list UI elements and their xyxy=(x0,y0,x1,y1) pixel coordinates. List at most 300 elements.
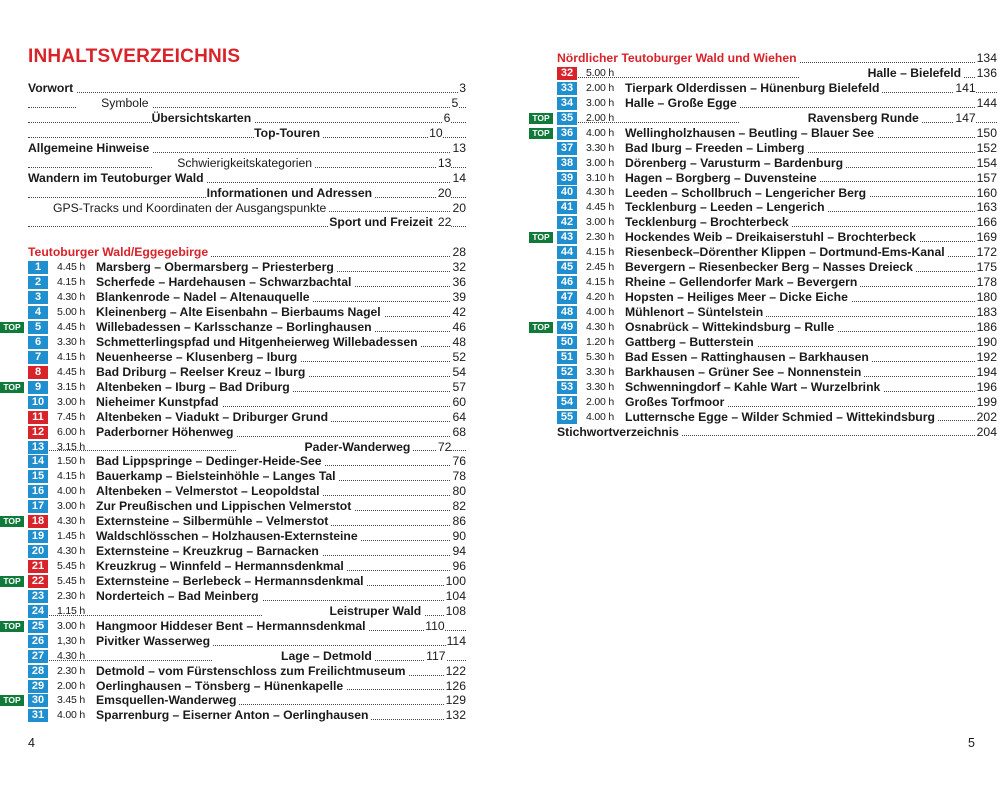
tour-number-badge: 54 xyxy=(557,396,577,409)
tour-number-badge: 42 xyxy=(557,216,577,229)
tour-page: 114 xyxy=(446,633,466,648)
tour-duration: 4.00 h xyxy=(586,305,614,318)
tour-duration: 3.00 h xyxy=(57,500,85,513)
tour-entry[interactable] xyxy=(557,410,997,425)
tour-page: 190 xyxy=(976,335,997,350)
tour-page: 175 xyxy=(976,260,997,275)
tour-entry[interactable] xyxy=(3,574,466,589)
tour-entry[interactable] xyxy=(3,320,466,335)
tour-title: Gattberg – Butterstein xyxy=(557,335,757,350)
tour-title: Bevergern – Riesenbecker Berg – Nasses Dreieck xyxy=(557,260,916,275)
tour-title: Willebadessen – Karlsschanze – Borlinghausen xyxy=(28,320,375,335)
tour-number-badge: 10 xyxy=(28,396,48,409)
tour-number-badge: 22 xyxy=(28,575,48,588)
tour-entry[interactable] xyxy=(28,260,466,275)
tour-duration: 4.45 h xyxy=(586,201,614,214)
tour-duration: 3.00 h xyxy=(586,216,614,229)
tour-title: Pader-Wanderweg xyxy=(236,440,413,455)
tour-entry[interactable] xyxy=(557,141,997,156)
tour-duration: 4.30 h xyxy=(586,320,614,333)
tour-title: Tierpark Olderdissen – Hünenburg Bielefeld xyxy=(557,81,882,96)
tour-page: 199 xyxy=(976,394,997,409)
toc-entry[interactable] xyxy=(28,81,466,96)
tour-entry[interactable] xyxy=(28,559,466,574)
tour-page: 100 xyxy=(445,574,466,589)
tour-duration: 3.00 h xyxy=(57,619,85,632)
tour-number-badge: 3 xyxy=(28,291,48,304)
tour-title: Externsteine – Kreuzkrug – Barnacken xyxy=(28,544,322,559)
tour-page: 132 xyxy=(445,708,466,723)
tour-entry[interactable] xyxy=(557,96,997,111)
tour-number-badge: 20 xyxy=(28,545,48,558)
tour-page: 169 xyxy=(976,230,997,245)
tour-title: Pivitker Wasserweg xyxy=(28,634,213,649)
page-title: INHALTSVERZEICHNIS xyxy=(28,46,241,67)
tour-entry[interactable] xyxy=(28,529,466,544)
tour-duration: 3.30 h xyxy=(586,365,614,378)
tour-page: 172 xyxy=(976,245,997,260)
entry-label: Übersichtskarten xyxy=(152,111,255,126)
entry-page: 10 xyxy=(429,125,443,140)
tour-title: Bad Iburg – Freeden – Limberg xyxy=(557,141,807,156)
tour-page: 180 xyxy=(976,290,997,305)
entry-label: Informationen und Adressen xyxy=(207,186,375,201)
tour-duration: 6.00 h xyxy=(57,425,85,438)
tour-entry[interactable] xyxy=(28,290,466,305)
tour-page: 48 xyxy=(452,335,466,350)
tour-title: Bauerkamp – Bielsteinhöhle – Langes Tal xyxy=(28,469,339,484)
top-tour-badge: TOP xyxy=(0,621,24,632)
tour-page: 154 xyxy=(976,155,997,170)
entry-label: Teutoburger Wald/Eggegebirge xyxy=(28,245,211,260)
tour-number-badge: 28 xyxy=(28,665,48,678)
tour-entry[interactable] xyxy=(557,290,997,305)
tour-number-badge: 53 xyxy=(557,381,577,394)
tour-duration: 5.00 h xyxy=(586,66,614,79)
tour-number-badge: 23 xyxy=(28,590,48,603)
tour-number-badge: 21 xyxy=(28,560,48,573)
tour-entry[interactable] xyxy=(28,544,466,559)
tour-duration: 3.00 h xyxy=(586,156,614,169)
tour-entry[interactable] xyxy=(28,604,466,619)
tour-title: Ravensberg Runde xyxy=(740,111,922,126)
tour-entry[interactable] xyxy=(28,679,466,694)
tour-page: 141 xyxy=(955,80,976,95)
tour-title: Scherfede – Hardehausen – Schwarzbachtal xyxy=(28,275,354,290)
tour-title: Emsquellen-Wanderweg xyxy=(28,693,239,708)
tour-duration: 4.15 h xyxy=(586,276,614,289)
tour-entry[interactable] xyxy=(28,335,466,350)
tour-duration: 4.15 h xyxy=(57,276,85,289)
top-tour-badge: TOP xyxy=(0,576,24,587)
tour-page: 136 xyxy=(976,65,997,80)
tour-duration: 2.30 h xyxy=(586,231,614,244)
toc-entry[interactable] xyxy=(28,126,466,141)
tour-entry[interactable] xyxy=(3,379,466,395)
entry-label: Wandern im Teutoburger Wald xyxy=(28,171,207,186)
tour-page: 78 xyxy=(452,469,466,484)
entry-label: Stichwortverzeichnis xyxy=(557,425,682,440)
tour-page: 68 xyxy=(452,424,466,439)
tour-number-badge: 32 xyxy=(557,67,577,80)
tour-duration: 3.30 h xyxy=(586,380,614,393)
tour-entry[interactable] xyxy=(557,156,997,171)
tour-entry[interactable] xyxy=(28,275,466,290)
tour-entry[interactable] xyxy=(28,425,466,440)
tour-number-badge: 9 xyxy=(28,381,48,394)
tour-page: 166 xyxy=(976,215,997,230)
tour-number-badge: 33 xyxy=(557,82,577,95)
tour-number-badge: 46 xyxy=(557,276,577,289)
tour-entry[interactable] xyxy=(3,514,466,529)
tour-entry[interactable] xyxy=(28,454,466,469)
tour-number-badge: 16 xyxy=(28,485,48,498)
tour-title: Hockendes Weib – Dreikaiserstuhl – Brochterbeck xyxy=(557,230,919,245)
tour-number-badge: 50 xyxy=(557,336,577,349)
tour-entry[interactable] xyxy=(28,350,466,365)
tour-duration: 4.15 h xyxy=(57,470,85,483)
entry-page: 134 xyxy=(976,51,997,65)
tour-page: 54 xyxy=(452,364,466,379)
tour-page: 36 xyxy=(452,275,466,290)
tour-duration: 1,30 h xyxy=(57,634,85,647)
toc-subentry[interactable] xyxy=(28,156,466,171)
entry-label: Vorwort xyxy=(28,81,76,96)
tour-duration: 2.30 h xyxy=(57,664,85,677)
tour-page: 117 xyxy=(426,648,446,663)
tour-duration: 3.00 h xyxy=(586,96,614,109)
tour-number-badge: 26 xyxy=(28,635,48,648)
tour-duration: 5.45 h xyxy=(57,560,85,572)
tour-page: 32 xyxy=(452,260,466,275)
tour-entry[interactable] xyxy=(28,365,466,380)
toc-entry[interactable] xyxy=(28,111,466,126)
entry-page: 20 xyxy=(452,200,466,215)
tour-page: 80 xyxy=(452,484,466,499)
tour-number-badge: 44 xyxy=(557,246,577,259)
tour-title: Altenbeken – Velmerstot – Leopoldstal xyxy=(28,484,323,499)
tour-page: 86 xyxy=(452,514,466,529)
entry-page: 5 xyxy=(451,95,459,110)
tour-duration: 1.15 h xyxy=(57,604,85,617)
tour-title: Altenbeken – Viadukt – Driburger Grund xyxy=(28,410,331,425)
tour-entry[interactable] xyxy=(28,305,466,320)
tour-duration: 5.00 h xyxy=(57,306,85,319)
entry-label: Nördlicher Teutoburger Wald und Wiehen xyxy=(557,51,800,66)
entry-page: 6 xyxy=(443,110,451,125)
tour-number-badge: 38 xyxy=(557,157,577,170)
tour-duration: 1.45 h xyxy=(57,530,85,543)
tour-page: 126 xyxy=(445,678,466,693)
tour-page: 108 xyxy=(445,603,466,618)
tour-number-badge: 17 xyxy=(28,500,48,513)
tour-number-badge: 8 xyxy=(28,366,48,379)
tour-title: Norderteich – Bad Meinberg xyxy=(28,589,262,604)
tour-title: Halle – Große Egge xyxy=(557,96,740,111)
tour-title: Kreuzkrug – Winnfeld – Hermannsdenkmal xyxy=(28,559,347,574)
tour-entry[interactable] xyxy=(557,215,997,230)
tour-number-badge: 1 xyxy=(28,261,48,274)
tour-duration: 5.30 h xyxy=(586,350,614,363)
tour-duration: 4.20 h xyxy=(586,291,614,303)
toc-subentry[interactable] xyxy=(28,96,466,111)
tour-title: Blankenrode – Nadel – Altenauquelle xyxy=(28,290,313,305)
tour-entry[interactable] xyxy=(28,484,466,499)
tour-page: 178 xyxy=(976,275,997,290)
tour-page: 144 xyxy=(976,95,997,110)
tour-entry[interactable] xyxy=(557,185,997,200)
tour-entry[interactable] xyxy=(557,200,997,215)
tour-page: 72 xyxy=(437,439,452,454)
tour-page: 76 xyxy=(452,454,466,469)
tour-number-badge: 35 xyxy=(557,112,577,125)
tour-duration: 3.30 h xyxy=(57,335,85,348)
tour-entry[interactable] xyxy=(28,649,466,664)
top-tour-badge: TOP xyxy=(0,695,24,706)
tour-entry[interactable] xyxy=(532,230,997,245)
tour-duration: 4.00 h xyxy=(586,126,614,139)
entry-page: 28 xyxy=(452,245,466,260)
entry-page: 20 xyxy=(437,185,452,200)
tour-duration: 4.30 h xyxy=(57,291,85,304)
entry-label: Top-Touren xyxy=(254,126,323,141)
tour-number-badge: 13 xyxy=(28,441,48,454)
tour-number-badge: 30 xyxy=(28,694,48,707)
tour-number-badge: 36 xyxy=(557,127,577,140)
tour-title: Großes Torfmoor xyxy=(557,395,727,410)
tour-entry[interactable] xyxy=(557,66,997,81)
toc-subentry[interactable] xyxy=(28,201,466,216)
tour-title: Tecklenburg – Leeden – Lengerich xyxy=(557,200,828,215)
tour-entry[interactable] xyxy=(28,664,466,679)
section-heading[interactable] xyxy=(557,51,997,66)
tour-title: Rheine – Gellendorfer Mark – Bevergern xyxy=(557,275,860,290)
tour-page: 60 xyxy=(452,394,466,409)
tour-number-badge: 41 xyxy=(557,201,577,214)
tour-title: Externsteine – Berlebeck – Hermannsdenkmal xyxy=(28,574,367,589)
entry-page: 3 xyxy=(459,81,466,95)
tour-number-badge: 18 xyxy=(28,515,48,528)
tour-duration: 4.45 h xyxy=(57,365,85,378)
tour-page: 202 xyxy=(976,409,997,424)
tour-entry[interactable] xyxy=(28,589,466,604)
toc-entry[interactable] xyxy=(28,171,466,186)
tour-page: 186 xyxy=(976,320,997,335)
tour-title: Leeden – Schollbruch – Lengericher Berg xyxy=(557,186,869,201)
tour-number-badge: 52 xyxy=(557,366,577,379)
tour-page: 82 xyxy=(452,499,466,514)
tour-page: 94 xyxy=(452,544,466,559)
tour-duration: 4.45 h xyxy=(57,261,85,274)
page-number-left: 4 xyxy=(28,736,35,750)
tour-entry[interactable] xyxy=(28,708,466,723)
tour-title: Lutternsche Egge – Wilder Schmied – Wittekindsburg xyxy=(557,410,938,425)
tour-page: 196 xyxy=(976,379,997,394)
tour-duration: 4.15 h xyxy=(586,246,614,259)
tour-page: 157 xyxy=(976,170,997,185)
tour-duration: 3.15 h xyxy=(57,440,85,453)
tour-number-badge: 15 xyxy=(28,470,48,483)
tour-title: Hagen – Borgberg – Duvensteine xyxy=(557,171,820,186)
tour-number-badge: 43 xyxy=(557,231,577,244)
tour-number-badge: 27 xyxy=(28,650,48,663)
tour-duration: 7.45 h xyxy=(57,410,85,423)
tour-entry[interactable] xyxy=(28,499,466,514)
tour-page: 183 xyxy=(976,305,997,320)
tour-number-badge: 5 xyxy=(28,321,48,334)
tour-title: Sparrenburg – Eiserner Anton – Oerlinghausen xyxy=(28,708,371,723)
tour-title: Osnabrück – Wittekindsburg – Rulle xyxy=(557,320,837,335)
tour-page: 42 xyxy=(452,305,466,320)
tour-page: 52 xyxy=(452,349,466,364)
top-tour-badge: TOP xyxy=(0,322,24,333)
tour-page: 129 xyxy=(445,693,466,708)
tour-duration: 2.00 h xyxy=(57,679,85,692)
tour-number-badge: 47 xyxy=(557,291,577,304)
tour-title: Neuenheerse – Klusenberg – Iburg xyxy=(28,350,300,365)
tour-title: Externsteine – Silbermühle – Velmerstot xyxy=(28,514,331,529)
entry-page: 13 xyxy=(452,140,466,155)
tour-entry[interactable] xyxy=(532,125,997,141)
tour-title: Riesenbeck–Dörenther Klippen – Dortmund-Ems-Kanal xyxy=(557,245,948,260)
section-heading[interactable] xyxy=(28,245,466,260)
tour-title: Barkhausen – Grüner See – Nonnenstein xyxy=(557,365,864,380)
tour-duration: 2.00 h xyxy=(586,111,614,124)
tour-number-badge: 39 xyxy=(557,172,577,185)
tour-entry[interactable] xyxy=(557,395,997,410)
page-number-right: 5 xyxy=(968,736,975,750)
tour-duration: 1.20 h xyxy=(586,335,614,348)
tour-entry[interactable] xyxy=(557,380,997,395)
tour-number-badge: 7 xyxy=(28,351,48,364)
tour-title: Nieheimer Kunstpfad xyxy=(28,395,222,410)
tour-title: Waldschlösschen – Holzhausen-Externsteine xyxy=(28,529,361,544)
entry-page: 22 xyxy=(437,215,452,230)
tour-entry[interactable] xyxy=(3,693,466,708)
tour-title: Detmold – vom Fürstenschloss zum Freilichtmuseum xyxy=(28,664,409,679)
tour-number-badge: 25 xyxy=(28,620,48,633)
tour-duration: 3.45 h xyxy=(57,694,85,707)
tour-number-badge: 55 xyxy=(557,411,577,424)
tour-entry[interactable] xyxy=(557,171,997,186)
toc-entry[interactable] xyxy=(28,141,466,156)
tour-page: 192 xyxy=(976,350,997,364)
tour-duration: 2.00 h xyxy=(586,81,614,94)
tour-entry[interactable] xyxy=(557,245,997,260)
tour-title: Bad Essen – Rattinghausen – Barkhausen xyxy=(557,350,872,365)
tour-entry[interactable] xyxy=(557,275,997,290)
tour-page: 90 xyxy=(452,529,466,544)
tour-title: Marsberg – Obermarsberg – Priesterberg xyxy=(28,260,337,275)
top-tour-badge: TOP xyxy=(0,516,24,527)
entry-label: Schwierigkeitskategorien xyxy=(152,156,315,171)
top-tour-badge: TOP xyxy=(0,382,24,393)
tour-number-badge: 34 xyxy=(557,97,577,110)
tour-page: 150 xyxy=(976,125,997,140)
tour-duration: 4.00 h xyxy=(57,485,85,498)
tour-entry[interactable] xyxy=(28,410,466,425)
tour-entry[interactable] xyxy=(557,350,997,365)
index-entry[interactable] xyxy=(557,424,997,439)
tour-entry[interactable] xyxy=(28,395,466,410)
tour-duration: 4.30 h xyxy=(586,186,614,199)
tour-entry[interactable] xyxy=(557,365,997,380)
tour-title: Tecklenburg – Brochterbeck xyxy=(557,215,792,230)
tour-number-badge: 51 xyxy=(557,351,577,364)
tour-title: Paderborner Höhenweg xyxy=(28,425,236,440)
toc-entry[interactable] xyxy=(28,215,466,230)
tour-title: Lage – Detmold xyxy=(213,649,375,664)
tour-number-badge: 11 xyxy=(28,411,48,424)
tour-entry[interactable] xyxy=(557,305,997,320)
toc-entry[interactable] xyxy=(28,186,466,201)
tour-duration: 3.30 h xyxy=(586,141,614,154)
top-tour-badge: TOP xyxy=(529,232,553,243)
tour-entry[interactable] xyxy=(557,81,997,96)
tour-number-badge: 2 xyxy=(28,276,48,289)
tour-duration: 3.15 h xyxy=(57,380,85,393)
tour-entry[interactable] xyxy=(532,110,997,126)
tour-title: Bad Driburg – Reelser Kreuz – Iburg xyxy=(28,365,308,380)
tour-title: Bad Lippspringe – Dedinger-Heide-See xyxy=(28,454,325,469)
tour-entry[interactable] xyxy=(28,440,466,455)
tour-page: 110 xyxy=(425,618,445,633)
tour-title: Oerlinghausen – Tönsberg – Hünenkapelle xyxy=(28,679,346,694)
tour-duration: 4.00 h xyxy=(57,709,85,722)
tour-entry[interactable] xyxy=(3,618,466,634)
tour-number-badge: 31 xyxy=(28,709,48,722)
tour-entry[interactable] xyxy=(557,335,997,350)
tour-title: Schwenningdorf – Kahle Wart – Wurzelbrink xyxy=(557,380,883,395)
tour-title: Mühlenort – Süntelstein xyxy=(557,305,766,320)
tour-duration: 3.10 h xyxy=(586,171,614,184)
tour-title: Leistruper Wald xyxy=(262,604,425,619)
tour-number-badge: 24 xyxy=(28,605,48,618)
tour-duration: 1.50 h xyxy=(57,455,85,468)
tour-title: Schmetterlingspfad und Hitgenheierweg Willebadessen xyxy=(28,335,421,350)
entry-label: Symbole xyxy=(76,96,151,111)
tour-entry[interactable] xyxy=(532,320,997,335)
tour-page: 147 xyxy=(955,110,976,125)
tour-number-badge: 14 xyxy=(28,455,48,468)
tour-page: 57 xyxy=(452,379,466,394)
tour-number-badge: 29 xyxy=(28,680,48,693)
tour-duration: 4.30 h xyxy=(57,649,85,662)
top-tour-badge: TOP xyxy=(529,113,553,124)
tour-page: 96 xyxy=(452,559,466,574)
tour-duration: 4.30 h xyxy=(57,545,85,558)
tour-page: 160 xyxy=(976,185,997,200)
tour-page: 104 xyxy=(445,589,466,604)
tour-title: Halle – Bielefeld xyxy=(800,66,964,81)
tour-duration: 4.00 h xyxy=(586,410,614,423)
top-tour-badge: TOP xyxy=(529,322,553,333)
tour-entry[interactable] xyxy=(28,634,466,649)
tour-number-badge: 49 xyxy=(557,321,577,334)
entry-page: 204 xyxy=(976,424,997,439)
tour-number-badge: 40 xyxy=(557,186,577,199)
tour-duration: 4.30 h xyxy=(57,515,85,528)
tour-page: 163 xyxy=(976,200,997,215)
tour-entry[interactable] xyxy=(557,260,997,275)
tour-number-badge: 12 xyxy=(28,426,48,439)
tour-title: Altenbeken – Iburg – Bad Driburg xyxy=(28,380,293,395)
tour-number-badge: 48 xyxy=(557,306,577,319)
tour-duration: 4.45 h xyxy=(57,321,85,333)
tour-number-badge: 45 xyxy=(557,261,577,274)
tour-entry[interactable] xyxy=(28,469,466,484)
tour-page: 194 xyxy=(976,364,997,379)
